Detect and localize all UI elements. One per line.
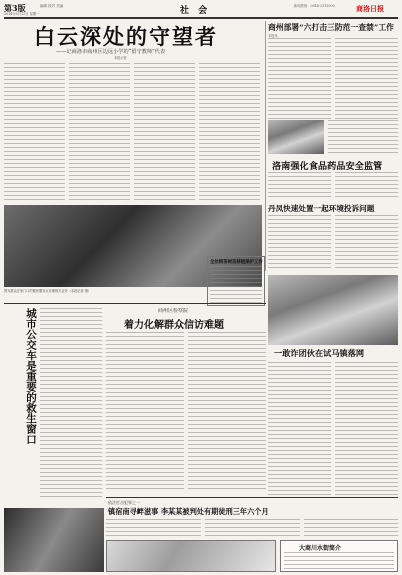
bottom-mid-story [106,499,398,539]
bottom-mid-kicker: 依法打击犯罪之一 [108,500,140,505]
page-header [4,3,398,16]
lead-story [4,21,262,203]
lead-byline: 本报记者 [114,56,127,60]
right-top-story [268,22,398,122]
center-low-story [106,306,266,496]
right-mid-body-col-2 [335,172,398,200]
bottom-ad-title: 大商川水街简介 [299,545,342,552]
left-low-vertical-title: 城市公交车是重要的救生窗口 [25,308,37,445]
center-low-body-col-1 [106,332,184,492]
right-photo [268,275,398,345]
right-mid-body-col-1 [268,172,331,200]
bottom-mid-body-col-2 [205,519,300,537]
mid-rule [4,303,266,304]
paper-name: 商洛日报 [356,4,384,13]
right-mid-headline: 洛南强化食品药品安全监管 [272,161,383,172]
center-box-body [210,266,262,304]
right-mid-photo [268,120,324,154]
mid-story-block [210,205,265,210]
right-top-headline: 商州部署“六打击三防范一查禁”工作 [268,23,394,32]
date-line: 2014年5月12日 星期一 [4,12,40,16]
right-mid-story [268,120,398,200]
column-divider [265,21,266,271]
bottom-mid-body-col-1 [106,519,201,537]
right-top-body-col-2 [335,38,398,120]
right-low-body-col-1 [268,215,331,271]
lead-body-col-4 [199,63,260,203]
center-box-headline: 全丝桐茶树苗移植保护工作 [210,260,263,265]
right-mid-body-top [328,120,398,154]
lead-body-col-3 [134,63,195,203]
bottom-ad-left [4,508,104,572]
header-rule [4,17,398,19]
lead-body-col-1 [4,63,65,203]
right-low2-story [268,348,398,498]
center-story [268,203,398,273]
center-box [207,256,265,306]
bottom-ad-mid [106,540,276,572]
bottom-mid-body-col-3 [304,519,398,537]
bottom-ad-right [280,540,398,572]
right-top-byline: 本报讯 [268,34,278,38]
hotline: 新闻热线：0914-2312000 [294,4,335,8]
section-title: 社 会 [180,6,211,16]
right-low2-body-col-1 [268,362,331,496]
left-low-body [40,308,102,500]
page-number: 第3版 [4,3,26,13]
editor-line: 编辑 校对 美编 [40,4,64,8]
right-low2-body-col-2 [335,362,398,496]
right-low2-headline: 一敢诈团伙在试马镇落网 [274,348,365,358]
right-low-headline: 丹凤快速处置一起环境投诉问题 [268,204,375,213]
center-low-body-col-2 [188,332,266,492]
center-low-headline: 着力化解群众信访难题 [124,320,224,331]
lead-subhead: ——记商洛市商州区边远小学的“留守教师”代表 [56,49,166,55]
main-photo-caption: 图为群众在家门口的便民服务点办理相关业务（本报记者 摄） [4,289,92,293]
lead-headline: 白云深处的守望者 [34,24,218,49]
lead-body-col-2 [69,63,130,203]
center-low-kicker: 商州区检察院 [158,308,189,314]
bottom-ad-body [284,552,394,570]
right-low-body-col-2 [335,215,398,271]
left-low-story [4,306,104,506]
bottom-rule [106,497,398,498]
bottom-mid-headline: 镇宿南寻衅滋事 李某某被判处有期徒刑三年六个月 [108,507,269,516]
right-top-body-col-1 [268,38,331,120]
